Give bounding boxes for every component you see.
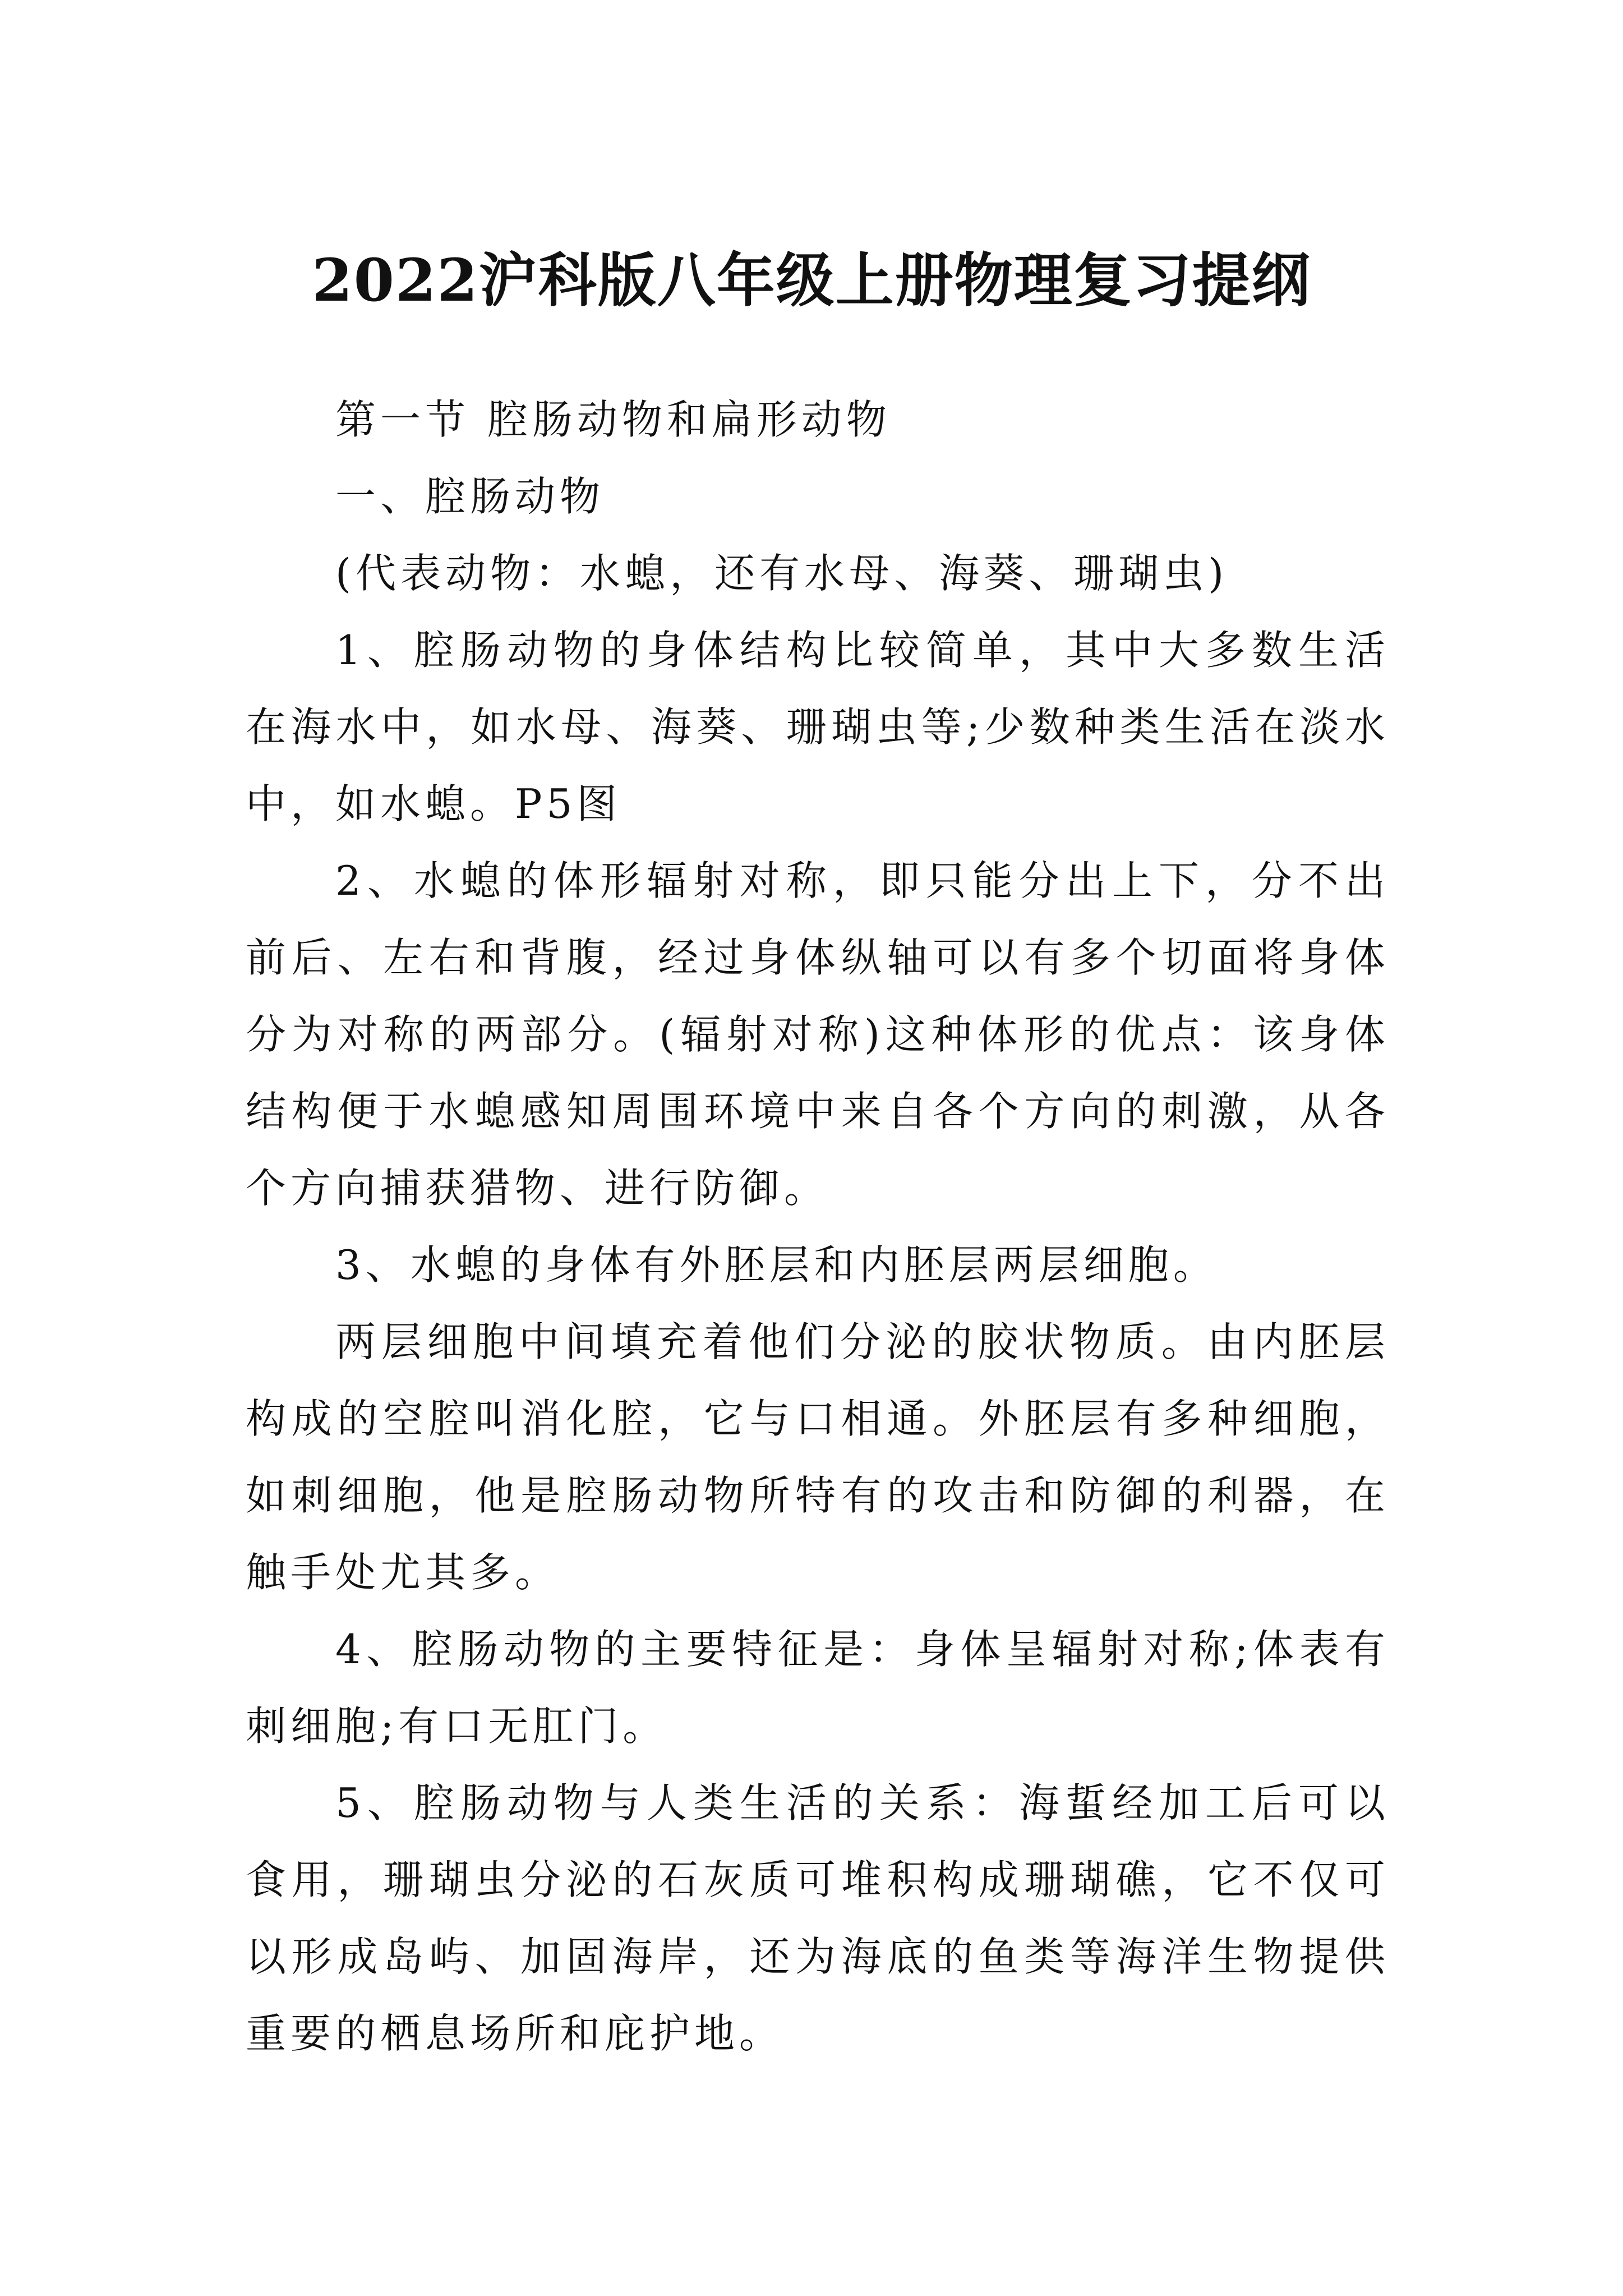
paragraph-point-3-detail: 两层细胞中间填充着他们分泌的胶状物质。由内胚层构成的空腔叫消化腔，它与口相通。外胚层有多种细胞，如刺细胞，他是腔肠动物所特有的攻击和防御的利器，在触手处尤其多。	[246, 1318, 1390, 1596]
paragraph-point-5: 5、腔肠动物与人类生活的关系：海蜇经加工后可以食用，珊瑚虫分泌的石灰质可堆积构成珊瑚礁，它不仅可以形成岛屿、加固海岸，还为海底的鱼类等海洋生物提供重要的栖息场所和庇护地。	[246, 1779, 1390, 2057]
subsection-heading: 一、腔肠动物	[335, 473, 605, 520]
paragraph-point-1: 1、腔肠动物的身体结构比较简单，其中大多数生活在海水中，如水母、海葵、珊瑚虫等;少数种类生活在淡水中，如水螅。P5图	[246, 627, 1390, 827]
paragraph-point-2: 2、水螅的体形辐射对称，即只能分出上下，分不出前后、左右和背腹，经过身体纵轴可以有多个切面将身体分为对称的两部分。(辐射对称)这种体形的优点：该身体结构便于水螅感知周围环境中来自各个方向的刺激，从各个方向捕获猎物、进行防御。	[246, 857, 1390, 1212]
paragraph-point-4: 4、腔肠动物的主要特征是：身体呈辐射对称;体表有刺细胞;有口无肛门。	[246, 1626, 1390, 1750]
document-title: 2022沪科版八年级上册物理复习提纲	[312, 245, 1311, 315]
section-heading: 第一节 腔肠动物和扁形动物	[335, 396, 891, 443]
representative-animals-note: (代表动物：水螅，还有水母、海葵、珊瑚虫)	[335, 550, 1229, 597]
document-body	[246, 381, 1390, 2072]
paragraph-point-3: 3、水螅的身体有外胚层和内胚层两层细胞。	[335, 1241, 1218, 1289]
